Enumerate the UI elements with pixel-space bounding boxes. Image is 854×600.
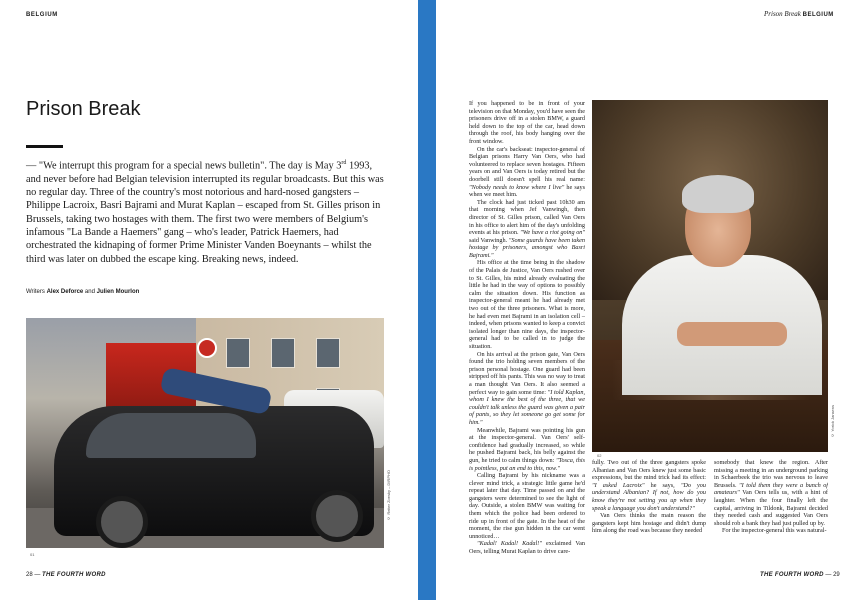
grey-hair xyxy=(682,175,754,213)
article-title: Prison Break xyxy=(26,98,141,120)
article-column-2: fully. Two out of the three gangsters spoke Albanian and Van Oers knew just some basic expressions, but the mind trick had its effect: "I asked Lacroix" he says, "Do you understand Albanian? If not, how do you know they're not setting you up when they speak a language you don't understand?" Van Oers thinks the main reason the gangsters kept him hostage and didn't dump him along the road was because they needed xyxy=(592,459,706,535)
article-column-1: If you happened to be in front of your television on that Monday, you'd have seen the prisoners drive off in a stolen BMW, a guard held down to the top of the car, head down through the roof, his body hanging over the front window. On the car's backseat: inspector-general of Belgian prisons Harry Van Oers, who had volunteered to replace seven hostages. Fifteen years on and Van Oers is today retired but the doorbell still doesn't spell his real name: "Nobody needs to know where I live" he says when we meet him. The clock had just ticked past 10h30 am that morning when Jef Vanwingh, then director of St. Gilles prison, called Van Oers in his office to alert him of the day's unfolding events at his prison. "We have a riot going on" said Vanwingh. "Some guards have been taken hostage by prisoners, amongst who Basri Bajrami." His office at the time being in the shadow of the Palais de Justice, Van Oers rushed over to St. Gilles, his mind already evaluating the little he had in the way of options to possibly calm the situation down. His function as inspector-general meant he had already met two out of the three prisoners. What is more, he had even met Bajrami in an isolation cell – indeed, when prisons wanted to keep a convict isolated longer than nine days, the inspector-general had to be called in to judge the situation. On his arrival at the prison gate, Van Oers found the trio holding seven members of the prison personal hostage. One guard had been stripped off his pants. This was no way to treat a man thought Van Oers. It also seemed a perfect way to gain some time: "I told Kaplan, whom I knew the best of the three, that we couldn't talk unless the guard was given a pair of pants, so they let someone go get some for him." Meanwhile, Bajrami was pointing his gun at the inspector-general. Van Oers' self-confidence had gradually increased, so while he pushed Bajrami back, his belly against the gun, he tried to calm things down: "Tosca, this is pointless, put an end to this, now." Calling Bajrami by his nickname was a clever mind trick, a strategic little game he'd repeat later that day. Time passed on and the gangsters were determined to see the light of day. Outside, a stolen BMW was waiting for them which the police had been ordered to ride up in front of the gate. In the heat of the moment, the rise gun hidden in the car went unnoticed… "Kadal! Kadal! Kadal!" exclaimed Van Oers, telling Murat Kaplan to drive care- xyxy=(469,100,585,554)
running-head: Prison Break BELGIUM xyxy=(764,10,834,18)
author-2: Julien Mourlon xyxy=(96,289,140,295)
van-oers-portrait xyxy=(592,100,828,452)
escape-car-photo xyxy=(26,318,384,548)
article-column-3: somebody that knew the region. After missing a meeting in an underground parking in Schaerbeek the trio was nervous to leave Brussels. "I told them they were a bunch of amateurs" Van Oers tells us, with a hint of laughter. When the four finally left the capital, arriving in Tildonk, Bajrami decided they needed cash and suggested Van Oers should rob a bank they had just pulled up by. For the inspector-general this was natural- xyxy=(714,459,828,535)
page-spine xyxy=(418,0,436,600)
traffic-sign xyxy=(197,338,217,358)
author-1: Alex Deforce xyxy=(46,289,84,295)
byline: Writers Alex Deforce and Julien Mourlon xyxy=(26,289,140,295)
photo-credit: © Reiter Zoesky – DIRPHO xyxy=(386,470,391,521)
intro-paragraph: — "We interrupt this program for a special news bulletin". The day is May 3rd 1993, and never before had Belgian television interrupted its regular broadcasts. But this was no regular day. Three of the country's most notorious and hard-nosed gangsters – Philippe Lacroix, Basri Bajrami and Murat Kaplan – escaped from St. Gilles prison in Brussels, taking two hostages with them. The first two were members of Belgium's infamous "La Bande a Haemers" gang – who's leader, Patrick Haemers, had orchestrated the kidnaping of former Prime Minister Vanden Boeynants – whilst the third was later on dubbed the escape king. Breaking news, indeed. xyxy=(26,160,384,265)
folio-left: 28 — THE FOURTH WORD xyxy=(26,572,106,578)
photo-number-2: 02 xyxy=(597,453,602,458)
photo-credit-2: © Yorick Jansens xyxy=(830,405,835,438)
folded-hands xyxy=(677,322,787,346)
section-tag: BELGIUM xyxy=(26,12,58,18)
folio-right: THE FOURTH WORD — 29 xyxy=(760,572,840,578)
photo-number: 01 xyxy=(30,552,35,557)
left-page xyxy=(0,0,418,600)
title-rule xyxy=(26,145,63,148)
